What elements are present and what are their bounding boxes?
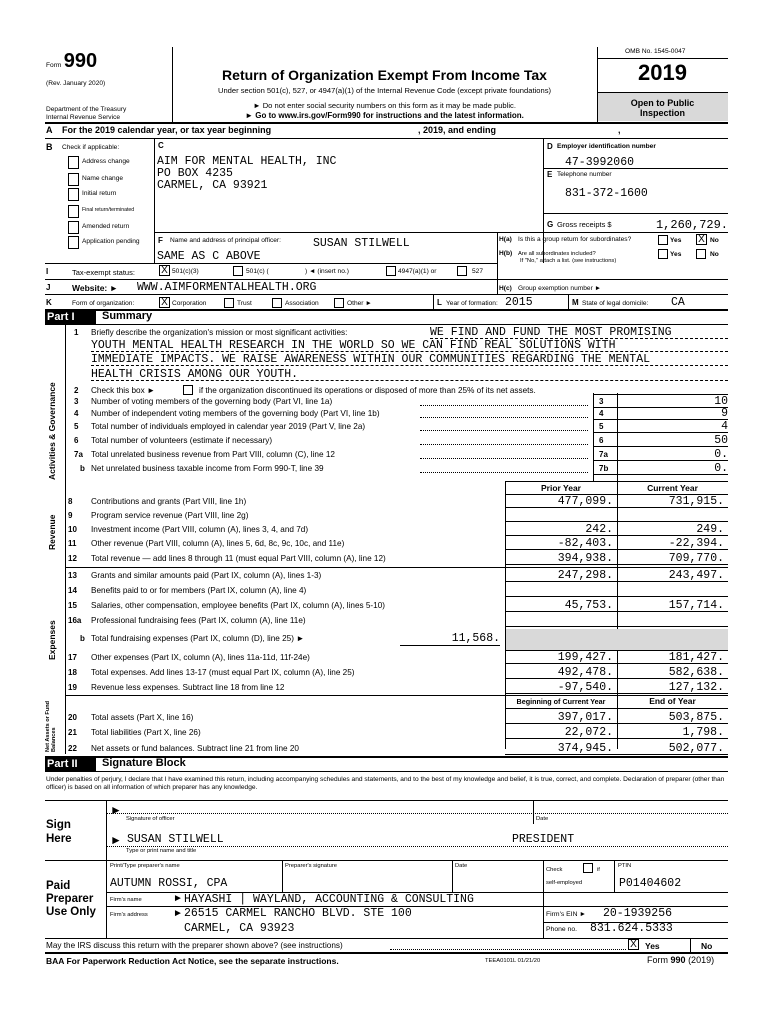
sign-arrow-icon: ► [110, 803, 122, 817]
mission-line1: WE FIND AND FUND THE MOST PROMISING [430, 326, 672, 339]
gov-value-0: 10 [714, 395, 728, 408]
footer-form [647, 955, 714, 965]
sig-date-label: Date [536, 816, 549, 822]
exp-num-1: 14 [68, 586, 77, 595]
formation-label: Year of formation: [446, 300, 498, 307]
here-label: Here [46, 833, 72, 845]
footer-form-num: 990 [670, 955, 686, 965]
gov-box-1: 4 [599, 409, 604, 418]
rev-rule-1 [505, 521, 728, 522]
gov-rule-4 [593, 460, 728, 461]
website-value: WWW.AIMFORMENTALHEALTH.ORG [137, 281, 317, 294]
exp-current-2: 157,714. [668, 599, 724, 612]
net-text-1: Total liabilities (Part X, line 26) [91, 728, 201, 737]
gov-line-num-4: 7a [74, 450, 83, 459]
line-a-mid: , 2019, and ending [418, 125, 497, 135]
phone-value: 831-372-1600 [565, 187, 648, 200]
form-number [46, 50, 97, 73]
line-e-label: E [547, 170, 553, 179]
gov-rule-5 [593, 474, 728, 475]
ha-no-label: No [710, 237, 719, 244]
ha-yes-label: Yes [670, 237, 682, 244]
rev-rule-4 [505, 564, 728, 565]
prep-sig-label: Preparer's signature [285, 863, 338, 869]
gov-line-num-2: 5 [74, 422, 79, 431]
line16b-text: Total fundraising expenses (Part IX, column (D), line 25) ► [91, 634, 305, 643]
exp-current-0: 243,497. [668, 569, 724, 582]
firm-addr-arrow-icon: ► [173, 908, 183, 919]
if-label: if [597, 867, 600, 873]
form-other-checkbox[interactable] [334, 298, 344, 308]
footer-baa: BAA For Paperwork Reduction Act Notice, see the separate instructions. [46, 956, 339, 966]
exp2-current-0: 181,427. [668, 651, 724, 664]
rev-text-2: Investment income (Part VIII, column (A), lines 3, 4, and 7d) [91, 525, 309, 534]
form-number-value: 990 [63, 50, 98, 72]
line2-label: Check this box ► [91, 386, 156, 395]
part1-label: Part I [45, 310, 96, 324]
gov-value-2: 4 [721, 420, 728, 433]
line-a-end: , [618, 125, 621, 135]
exp2-current-2: 127,132. [668, 681, 724, 694]
instruction-ssn: ► Do not enter social security numbers on this form as it may be made public. [253, 101, 516, 110]
ha-yes-checkbox[interactable] [658, 235, 668, 245]
website-label: Website: ► [72, 283, 119, 293]
rev-prior-0: 477,099. [557, 495, 613, 508]
gov-box-5: 7b [599, 464, 609, 473]
discuss-no-label: No [701, 941, 713, 951]
sig-officer-label: Signature of officer [126, 816, 175, 822]
line-b-text: Check if applicable: [62, 144, 120, 151]
side-net-assets: Net Assets or Fund Balances [45, 700, 57, 752]
officer-sig-name: SUSAN STILWELL [127, 833, 224, 846]
net-prior-2: 374,945. [557, 742, 613, 755]
officer-label: Name and address of principal officer: [170, 237, 281, 244]
domicile-label: State of legal domicile: [582, 300, 649, 307]
line-m-label: M [572, 298, 579, 307]
gov-line-text-1: Number of independent voting members of the governing body (Part VI, line 1b) [91, 409, 380, 418]
formation-year: 2015 [505, 296, 533, 309]
net-rule-0 [505, 723, 728, 724]
line-c-label: C [158, 141, 164, 150]
rev-rule-3 [505, 549, 728, 550]
status-501c-label: 501(c) ( [246, 268, 269, 275]
self-employed-label: self-employed [546, 880, 583, 886]
status-4947-label: 4947(a)(1) or [398, 268, 437, 275]
net-current-2: 502,077. [668, 742, 724, 755]
footer-form-year: (2019) [688, 955, 715, 965]
exp-rule-0 [505, 581, 728, 582]
gov-dots-1 [420, 417, 588, 418]
line-k-label: K [46, 298, 52, 307]
b-label-2: Initial return [82, 190, 117, 197]
rev-num-2: 10 [68, 525, 77, 534]
status-4947-checkbox[interactable] [386, 266, 396, 276]
status-insert-label: ) ◄ (insert no.) [305, 268, 349, 275]
gov-line-text-5: Net unrelated business taxable income from Form 990-T, line 39 [91, 464, 324, 473]
mission-line4: HEALTH CRISIS AMONG OUR YOUTH. [91, 368, 299, 381]
status-527-checkbox[interactable] [457, 266, 467, 276]
paid-preparer-label [46, 880, 96, 919]
b-checkbox-1[interactable] [68, 173, 79, 186]
discontinued-checkbox[interactable] [183, 385, 193, 395]
hb-note: If "No," attach a list. (see instructions) [520, 258, 617, 264]
net-rule-2 [505, 754, 728, 755]
org-name: AIM FOR MENTAL HEALTH, INC [157, 155, 337, 168]
b-checkbox-2[interactable] [68, 188, 79, 201]
firm-ein-label: Firm's EIN ► [546, 911, 587, 918]
ein-label: Employer identification number [557, 143, 656, 150]
phone-label: Telephone number [557, 171, 612, 178]
gov-rule-top [593, 394, 728, 395]
rev-current-4: 709,770. [668, 552, 724, 565]
org-name-address [157, 156, 336, 192]
hb-yes-label: Yes [670, 251, 682, 258]
tax-year: 2019 [638, 60, 687, 85]
gov-box-4: 7a [599, 450, 608, 459]
gov-dots-5 [420, 472, 588, 473]
open-public-label: Open to Public [630, 98, 695, 108]
exp2-text-2: Revenue less expenses. Subtract line 18 from line 12 [91, 683, 285, 692]
officer-name: SUSAN STILWELL [313, 237, 410, 250]
net-prior-1: 22,072. [564, 726, 613, 739]
line2-text: if the organization discontinued its operations or disposed of more than 25% of its net assets. [199, 386, 536, 395]
rev-text-3: Other revenue (Part VIII, column (A), lines 5, 6d, 8c, 9c, 10c, and 11e) [91, 539, 345, 548]
exp2-current-1: 582,638. [668, 666, 724, 679]
ptin-value: P01404602 [619, 877, 682, 890]
exp2-prior-1: 492,478. [557, 666, 613, 679]
side-revenue: Revenue [47, 514, 57, 550]
instruction-link: ► Go to www.irs.gov/Form990 for instructions and the latest information. [245, 111, 524, 120]
exp-prior-0: 247,298. [557, 569, 613, 582]
status-501c-checkbox[interactable] [233, 266, 243, 276]
net-text-2: Net assets or fund balances. Subtract line 21 from line 20 [91, 744, 299, 753]
net-current-1: 1,798. [682, 726, 724, 739]
form-other-label: Other ► [347, 300, 372, 307]
penalty-statement: Under penalties of perjury, I declare that I have examined this return, including accompanying schedules and statements, and to the best of my knowledge and belief, it is true, correct, and complete. Declaration of preparer (other than officer) is based on all information of which preparer has any knowledge. [46, 776, 725, 791]
gov-value-4: 0. [714, 448, 728, 461]
exp-text-1: Benefits paid to or for members (Part IX, column (A), line 4) [91, 586, 307, 595]
discuss-yes-label: Yes [645, 941, 660, 951]
gov-line-text-2: Total number of individuals employed in calendar year 2019 (Part V, line 2a) [91, 422, 366, 431]
gov-line-num-1: 4 [74, 409, 79, 418]
exp2-prior-2: -97,540. [557, 681, 613, 694]
net-prior-0: 397,017. [557, 711, 613, 724]
print-name-label: Print/Type preparer's name [110, 863, 180, 869]
rev-prior-3: -82,403. [557, 537, 613, 550]
exp-rule-3 [505, 626, 728, 627]
ha-text: Is this a group return for subordinates? [518, 236, 632, 243]
part2-label: Part II [45, 757, 96, 771]
form-trust-checkbox[interactable] [224, 298, 234, 308]
exp2-rule-1 [505, 678, 728, 679]
gov-value-5: 0. [714, 462, 728, 475]
dept-line2: Internal Revenue Service [46, 114, 121, 121]
hb-no-label: No [710, 251, 719, 258]
rev-current-0: 731,915. [668, 495, 724, 508]
rev-rule-2 [505, 535, 728, 536]
net-num-0: 20 [68, 713, 77, 722]
exp2-text-1: Total expenses. Add lines 13-17 (must equal Part IX, column (A), line 25) [91, 668, 355, 677]
gov-value-1: 9 [721, 407, 728, 420]
gov-value-3: 50 [714, 434, 728, 447]
sign-here-label [46, 818, 72, 846]
b-checkbox-4[interactable] [68, 221, 79, 234]
discuss-yes-checkbox[interactable]: X [628, 939, 639, 950]
gov-line-num-5: b [80, 464, 85, 473]
preparer-name: AUTUMN ROSSI, CPA [110, 877, 228, 890]
b-label-3: Final return/terminated [82, 207, 135, 213]
rev-num-0: 8 [68, 497, 73, 506]
ptin-label: PTIN [618, 863, 632, 869]
firm-name: HAYASHI | WAYLAND, ACCOUNTING & CONSULTING [184, 893, 474, 906]
net-rule-1 [505, 738, 728, 739]
line-a-text: For the 2019 calendar year, or tax year beginning [62, 125, 272, 135]
mission-line2: YOUTH MENTAL HEALTH RESEARCH IN THE WORLD SO WE CAN FIND REAL SOLUTIONS WITH [91, 339, 616, 352]
ein-value: 47-3992060 [565, 156, 635, 169]
form-990-page: Form 990 (Rev. January 2020) Department of the Treasury Internal Revenue Service Return of Organization Exempt From Income Tax Under section 501(c), 527, or 4947(a)(1) of the Internal Revenue Code (except private foundations) ► Do not enter social security numbers on this form as it may be made public. ► Go to www.irs.gov/Form990 for instructions and the latest information. OMB No. 1545-0047 2019 Open to Public Inspection A For the 2019 calendar year, or tax year beginning , 2019, and ending , B Check if applicable: C AIM FOR MENTAL HEALTH, INC PO BOX 4235 CARMEL, CA 93921 D Employer identification number 47-3992060 E Telephone number 831-372-1600 G Gross receipts $ 1,260,729. F Name and address of principal officer: SUSAN STILWELL SAME AS C ABOVE H(a) Is this a group return for subordinates? Yes X No H(b) Are all subordinates included? If "No," attach a list. (see instructions) Yes No I Tax-exempt status: X 501(c)(3) 501(c) ( ) ◄ (insert no.) 4947(a)(1) or 527 J Website: ► WWW.AIMFORMENTALHEALTH.ORG H(c) Group exemption number ► K Form of organization: X Corporation Trust Association Other ► L Year of formation: 2015 M State of legal domicile: CA Part I Summary Activities & Governance Revenue Expenses Net Assets or Fund Balances 1 Briefly describe the organization's mission or most significant activities: WE FIND AND FUND THE MOST PROMISING YOUTH MENTAL HEALTH RESEARCH IN THE WORLD SO WE CAN FIND REAL SOLUTIONS WITH IMMEDIATE IMPACTS. WE RAISE AWARENESS WITHIN OUR COMMUNITIES REGARDING THE MENTAL HEALTH CRISIS AMONG OUR YOUTH. 2 Check this box ► if the organization discontinued its operations or disposed of more than 25% of its net assets. Prior Year Current Year Beginning of Current Year End of Year Part II Signature Block Under penalties of perjury, I declare that I have examined this return, including accompanying schedules and statements, and to the best of my knowledge and belief, it is true, correct, and complete. Declaration of preparer (other than officer) is based on all information of which preparer has any knowledge. Sign Here ► Signature of officer Date ► SUSAN STILWELL PRESIDENT Type or print name and title Paid Preparer Use Only Print/Type preparer's name Preparer's signature Date Check if self-employed PTIN AUTUMN ROSSI, CPA P01404602 Firm's name ► HAYASHI | WAYLAND, ACCOUNTING & CONSULTING Firm's address ► 26515 CARMEL RANCHO BLVD. STE 100 CARMEL, CA 93923 Firm's EIN ► 20-1939256 Phone no. 831.624.5333 May the IRS discuss this return with the preparer shown above? (see instructions) X Yes No BAA For Paperwork Reduction Act Notice, see the separate instructions. TEEA0101L 01/21/20 Form 990 (2019) Address change Name change Initial return Final return/terminated Amended return Application pending 3 Number of voting members of the governing body (Part VI, line 1a) 3 10 4 Number of independent voting members of the governing body (Part VI, line 1b) 4 9 5 Total number of individuals employed in calendar year 2019 (Part V, line 2a) 5 4 6 Total number of volunteers (estimate if necessary) 6 50 7a Total unrelated business revenue from Part VIII, column (C), line 12 7a 0. b Net unrelated business taxable income from Form 990-T, line 39 7b 0. 8 Contributions and grants (Part VIII, line 1h) 477,099. 731,915. 9 Program service revenue (Part VIII, line 2g) 10 Investment income (Part VIII, column (A), lines 3, 4, and 7d) 242. 249. 11 Other revenue (Part VIII, column (A), lines 5, 6d, 8c, 9c, 10c, and 11e) -82,403. -22,394. 12 Total revenue — add lines 8 through 11 (must equal Part VIII, column (A), line 12) 394,938. 709,770. 13 Grants and similar amounts paid (Part IX, column (A), lines 1-3) 247,298. 243,497. 14 Benefits paid to or for members (Part IX, column (A), line 4) 15 Salaries, other compensation, employee benefits (Part IX, column (A), lines 5-10) 45,753. 157,714. 16a Professional fundraising fees (Part IX, column (A), line 11e) b Total fundraising expenses (Part IX, column (D), line 25) ► 11,568. 17 Other expenses (Part IX, column (A), lines 11a-11d, 11f-24e) 199,427. 181,427. 18 Total expenses. Add lines 13-17 (must equal Part IX, column (A), line 25) 492,478. 582,638. 19 Revenue less expenses. Subtract line 18 from line 12 -97,540. 127,132. 20 Total assets (Part X, line 16) 397,017. 503,875. 21 Total liabilities (Part X, line 26) 22,072. 1,798. 22 Net assets or fund balances. Subtract line 21 from line 20 374,945. 502,077. [45, 48, 728, 966]
exp-text-3: Professional fundraising fees (Part IX, column (A), line 11e) [91, 616, 306, 625]
exp-rule-1 [505, 596, 728, 597]
eoy-header: End of Year [649, 696, 696, 706]
exp-num-0: 13 [68, 571, 77, 580]
rev-text-4: Total revenue — add lines 8 through 11 (must equal Part VIII, column (A), line 12) [91, 554, 386, 563]
rev-prior-2: 242. [585, 523, 613, 536]
hb-no-checkbox[interactable] [696, 249, 706, 259]
part1-title: Summary [102, 310, 153, 322]
rev-text-0: Contributions and grants (Part VIII, line 1h) [91, 497, 247, 506]
status-501c3-checkbox[interactable]: X [159, 265, 170, 276]
gov-box-0: 3 [599, 397, 604, 406]
exp-prior-2: 45,753. [564, 599, 613, 612]
footer-code: TEEA0101L 01/21/20 [485, 958, 541, 964]
line16b-num: b [80, 634, 85, 643]
firm-address-label: Firm's address [110, 912, 148, 918]
discuss-question: May the IRS discuss this return with the preparer shown above? (see instructions) [46, 941, 343, 950]
org-addr1: PO BOX 4235 [157, 167, 233, 180]
gov-box-3: 6 [599, 436, 604, 445]
exp-text-0: Grants and similar amounts paid (Part IX, column (A), lines 1-3) [91, 571, 322, 580]
gov-line-text-4: Total unrelated business revenue from Part VIII, column (C), line 12 [91, 450, 335, 459]
name-arrow-icon: ► [110, 833, 122, 847]
line-f-label: F [158, 236, 163, 245]
gov-line-num-3: 6 [74, 436, 79, 445]
rev-text-1: Program service revenue (Part VIII, line 2g) [91, 511, 249, 520]
line-j-label: J [46, 283, 51, 292]
line16b-underline [400, 645, 500, 646]
gov-col-left [593, 393, 594, 482]
boy-header: Beginning of Current Year [516, 697, 606, 706]
rev-rule-0 [505, 507, 728, 508]
omb-number: OMB No. 1545-0047 [625, 48, 686, 55]
inspection-label: Inspection [639, 108, 685, 118]
side-expenses: Expenses [47, 620, 57, 660]
current-year-header: Current Year [647, 483, 698, 493]
rev-num-4: 12 [68, 554, 77, 563]
gov-rule-0 [593, 407, 728, 408]
exp-rule-2 [505, 611, 728, 612]
line-b-label: B [46, 142, 53, 152]
hb-label: H(b) [499, 250, 513, 257]
line16b-value: 11,568. [451, 632, 500, 645]
b-checkbox-0[interactable] [68, 156, 79, 169]
form-title: Return of Organization Exempt From Income Tax [222, 67, 547, 83]
b-checkbox-3[interactable] [68, 205, 79, 218]
rev-current-3: -22,394. [668, 537, 724, 550]
form-label: Form [46, 62, 62, 69]
rev-num-3: 11 [68, 539, 77, 548]
dept-line1: Department of the Treasury [46, 106, 127, 113]
gov-rule-3 [593, 446, 728, 447]
hb-text: Are all subordinates included? [518, 251, 596, 257]
side-activities: Activities & Governance [47, 382, 57, 480]
net-current-0: 503,875. [668, 711, 724, 724]
mission-line3: IMMEDIATE IMPACTS. WE RAISE AWARENESS WITHIN OUR COMMUNITIES REGARDING THE MENTAL [91, 353, 650, 366]
gov-rule-2 [593, 432, 728, 433]
exp2-num-0: 17 [68, 653, 77, 662]
exp-num-2: 15 [68, 601, 77, 610]
ha-label: H(a) [499, 236, 512, 243]
use-only-label: Use Only [46, 906, 96, 918]
firm-address2: CARMEL, CA 93923 [184, 922, 295, 935]
line-i-label: I [46, 267, 49, 276]
org-addr2: CARMEL, CA 93921 [157, 179, 268, 192]
line-d-label: D [547, 142, 553, 151]
hc-text: Group exemption number ► [518, 285, 602, 292]
revision: (Rev. January 2020) [46, 80, 106, 87]
line16b-shade [506, 629, 728, 650]
form-corp-label: Corporation [172, 300, 207, 307]
exp-text-2: Salaries, other compensation, employee benefits (Part IX, column (A), lines 5-10) [91, 601, 385, 610]
department [46, 106, 126, 122]
exp2-num-2: 19 [68, 683, 77, 692]
line-a-label: A [46, 125, 53, 135]
prior-year-header: Prior Year [540, 483, 581, 493]
firm-phone: 831.624.5333 [590, 922, 673, 935]
exp2-num-1: 18 [68, 668, 77, 677]
gov-dots-3 [420, 444, 588, 445]
officer-address: SAME AS C ABOVE [157, 250, 261, 263]
net-num-2: 22 [68, 744, 77, 753]
footer-form-label: Form [647, 955, 668, 965]
tax-status-label: Tax-exempt status: [72, 268, 135, 277]
line-g-label: G [547, 220, 554, 229]
net-num-1: 21 [68, 728, 77, 737]
hc-label: H(c) [499, 285, 512, 292]
exp2-rule-0 [505, 663, 728, 664]
rev-prior-4: 394,938. [557, 552, 613, 565]
domicile-state: CA [671, 296, 685, 309]
officer-sig-title: PRESIDENT [512, 833, 575, 846]
form-trust-label: Trust [237, 300, 252, 307]
gov-line-num-0: 3 [74, 397, 79, 406]
open-public [597, 98, 728, 118]
hb-yes-checkbox[interactable] [658, 249, 668, 259]
gov-rule-1 [593, 419, 728, 420]
exp2-rule-2 [505, 693, 728, 694]
prep-date-label: Date [455, 863, 468, 869]
rev-num-1: 9 [68, 511, 73, 520]
gov-line-text-3: Total number of volunteers (estimate if necessary) [91, 436, 273, 445]
firm-phone-label: Phone no. [546, 926, 577, 933]
form-subtitle: Under section 501(c), 527, or 4947(a)(1) of the Internal Revenue Code (except private foundations) [217, 86, 552, 95]
gov-dots-4 [420, 458, 588, 459]
gross-receipts-value: 1,260,729. [655, 218, 728, 232]
preparer-label: Preparer [46, 893, 94, 905]
firm-address1: 26515 CARMEL RANCHO BLVD. STE 100 [184, 907, 412, 920]
firm-name-label: Firm's name [110, 897, 142, 903]
check-label: Check [546, 867, 563, 873]
status-501c3-label: 501(c)(3) [172, 268, 199, 275]
b-label-1: Name change [82, 175, 124, 182]
paid-label: Paid [46, 880, 71, 892]
form-corp-checkbox[interactable]: X [159, 297, 170, 308]
b-label-0: Address change [82, 158, 130, 165]
net-text-0: Total assets (Part X, line 16) [91, 713, 194, 722]
form-assoc-label: Association [285, 300, 319, 307]
ha-no-checkbox[interactable]: X [696, 234, 707, 245]
gross-receipts-label: Gross receipts $ [557, 220, 612, 229]
self-employed-checkbox[interactable] [583, 863, 593, 873]
exp2-text-0: Other expenses (Part IX, column (A), lines 11a-11d, 11f-24e) [91, 653, 310, 662]
sign-label: Sign [46, 819, 71, 831]
line1-label: Briefly describe the organization's mission or most significant activities: [91, 328, 348, 337]
b-checkbox-5[interactable] [68, 236, 79, 249]
status-527-label: 527 [472, 268, 484, 275]
gov-col-right [617, 393, 618, 482]
b-label-4: Amended return [82, 223, 130, 230]
exp2-prior-0: 199,427. [557, 651, 613, 664]
b-label-5: Application pending [82, 238, 140, 245]
firm-name-arrow-icon: ► [173, 893, 183, 904]
type-print-label: Type or print name and title [126, 848, 197, 854]
org-form-label: Form of organization: [72, 300, 135, 307]
gov-box-2: 5 [599, 422, 604, 431]
firm-ein: 20-1939256 [603, 907, 673, 920]
line-l-label: L [437, 298, 442, 307]
rev-current-2: 249. [696, 523, 724, 536]
gov-dots-0 [420, 405, 588, 406]
form-assoc-checkbox[interactable] [272, 298, 282, 308]
gov-dots-2 [420, 430, 588, 431]
part2-title: Signature Block [102, 757, 186, 769]
gov-line-text-0: Number of voting members of the governing body (Part VI, line 1a) [91, 397, 333, 406]
exp-num-3: 16a [68, 616, 82, 625]
